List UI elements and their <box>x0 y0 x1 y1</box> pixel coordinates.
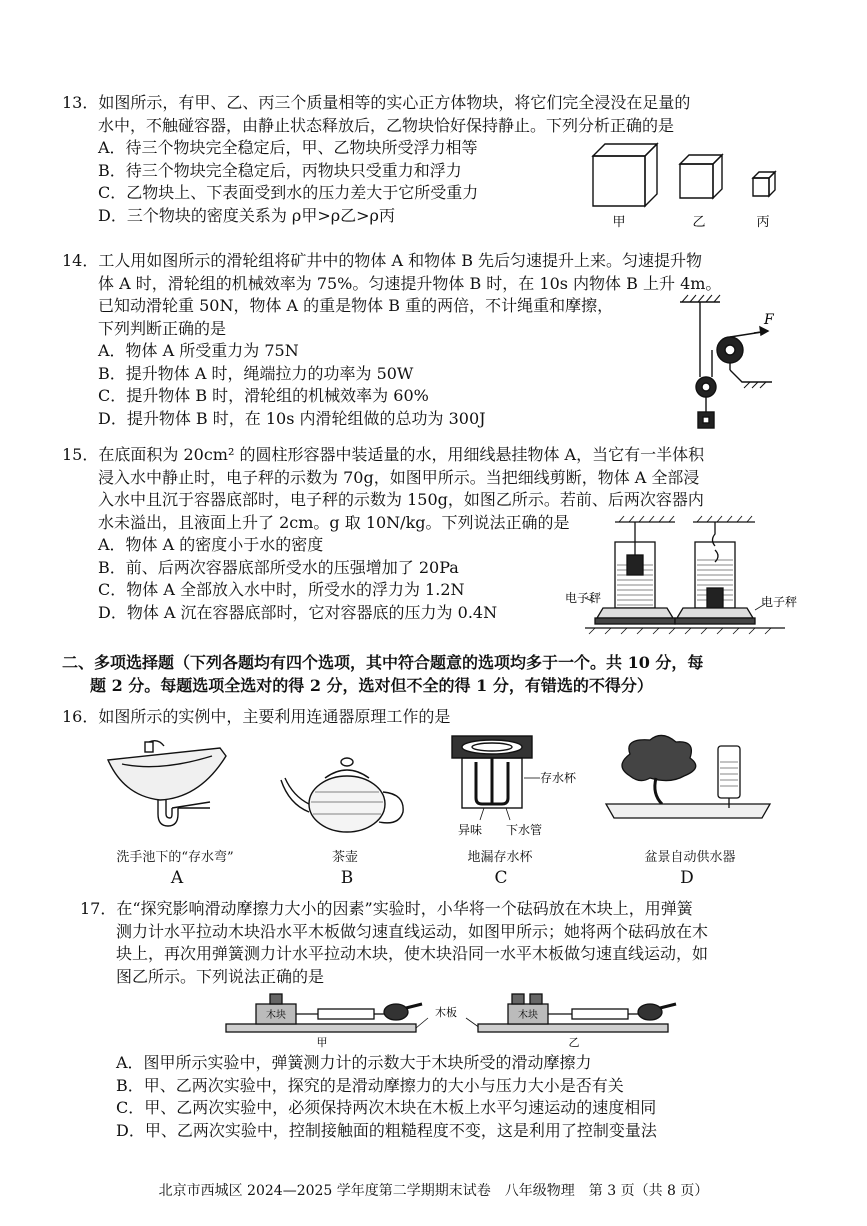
question-number: 14． <box>62 251 99 270</box>
label-odor: 异味 <box>458 823 483 837</box>
label-jia: 甲 <box>612 215 626 230</box>
question-number: 13． <box>62 93 99 112</box>
option-b: B．待三个物块完全稳定后，丙物块只受重力和浮力 <box>98 160 462 180</box>
page-footer: 北京市西城区 2024—2025 学年度第二学期期末试卷 八年级物理 第 3 页（共 8 页） <box>158 1183 709 1199</box>
option-b: B．提升物体 A 时，绳端拉力的功率为 50W <box>98 363 414 383</box>
label-storage-cup: 存水杯 <box>540 771 577 785</box>
label-yi: 乙 <box>568 1036 580 1049</box>
caption-b: 茶壶 <box>331 850 358 865</box>
letter-d: D <box>680 868 694 888</box>
block-label-jia: 木块 <box>266 1010 286 1021</box>
caption-a: 洗手池下的“存水弯” <box>116 850 234 865</box>
bonsai-waterer-figure <box>600 732 780 832</box>
letter-b: B <box>340 868 354 888</box>
option-a: A．物体 A 的密度小于水的密度 <box>98 535 324 554</box>
option-c: C．提升物体 B 时，滑轮组的机械效率为 60% <box>98 386 429 405</box>
pulley-figure <box>672 292 782 442</box>
sink-figure <box>100 738 240 838</box>
option-d: D．提升物体 B 时，在 10s 内滑轮组做的总功为 300J <box>98 408 486 428</box>
question-number: 17． <box>80 899 117 918</box>
cube-jia <box>593 156 645 206</box>
option-c: C．甲、乙两次实验中，必须保持两次木块在木板上水平匀速运动的速度相同 <box>116 1098 657 1117</box>
cube-bing <box>753 178 769 196</box>
board-jia <box>226 1024 416 1032</box>
floor-drain-figure <box>440 732 590 844</box>
question-14: 14．工人用如图所示的滑轮组将矿井中的物体 A 和物体 B 先后匀速提升上来。匀速提升物 体 A 时，滑轮组的机械效率为 75%。匀速提升物体 B 时，在 10s 内物体 B 上升 4m。 已知动滑轮重 50N，物体 A 的重是物体 B 重的两倍，不计绳重和摩擦， 下列判断正确的是 A．物体 A 所受重力为 75N B．提升物体 A 时，绳端拉力的功率为 50W C．提升物体 B 时，滑轮组的机械效率为 60% D．提升物体 B 时，在 10s 内滑轮组做的总功为 300J <box>62 250 852 430</box>
question-17: 17．在“探究影响滑动摩擦力大小的因素”实验时，小华将一个砝码放在木块上，用弹簧 测力计水平拉动木块沿水平木板做匀速直线运动，如图甲所示；她将两个砝码放在木 块上，再次用弹簧测力计水平拉动木块，使木块沿同一水平木板做匀速直线运动，如 图乙所示。下列说法正确的是 <box>80 899 709 986</box>
option-d: D．甲、乙两次实验中，控制接触面的粗糙程度不变，这是利用了控制变量法 <box>116 1120 657 1140</box>
force-label: F <box>764 312 774 328</box>
caption-c: 地漏存水杯 <box>467 850 533 865</box>
spring-scale-yi <box>572 1009 628 1019</box>
question-15: 15．在底面积为 20cm² 的圆柱形容器中装适量的水，用细线悬挂物体 A，当它有一半体积 浸入水中静止时，电子秤的示数为 70g，如图甲所示。当把细线剪断，物体 A 全部浸 入水中且沉于容器底部时，电子秤的示数为 150g，如图乙所示。若前、后两次容器内 水未溢出，且液面上升了 2cm。g 取 10N/kg。下列说法正确的是 A．物体 A 的密度小于水的密度 B．前、后两次容器底部所受水的压强增加了 20Pa C．物体 A 全部放入水中时，所受水的浮力为 1.2N D．物体 A 沉在容器底部时，它对容器底的压力为 0.4N <box>62 444 852 624</box>
friction-experiment-figure <box>222 990 762 1050</box>
object-a-sunk <box>707 588 723 608</box>
option-a: A．图甲所示实验中，弹簧测力计的示数大于木块所受的滑动摩擦力 <box>116 1053 592 1072</box>
option-b: B．前、后两次容器底部所受水的压强增加了 20Pa <box>98 557 459 577</box>
object-a-hanging <box>627 555 643 575</box>
scale-label-left: 电子秤 <box>565 591 602 605</box>
option-c: C．乙物块上、下表面受到水的压力差大于它所受重力 <box>98 183 479 202</box>
option-c: C．物体 A 全部放入水中时，所受水的浮力为 1.2N <box>98 580 465 599</box>
label-bing: 丙 <box>756 215 770 230</box>
question-16: 16．如图所示的实例中，主要利用连通器原理工作的是 <box>62 707 451 726</box>
option-d: D．物体 A 沉在容器底部时，它对容器底的压力为 0.4N <box>98 602 498 622</box>
caption-d: 盆景自动供水器 <box>644 850 736 865</box>
label-jia: 甲 <box>316 1036 328 1049</box>
label-drain-pipe: 下水管 <box>506 823 543 837</box>
scale-container-figure <box>565 510 805 638</box>
letter-c: C <box>494 868 508 888</box>
label-yi: 乙 <box>692 215 706 230</box>
scale-label-right: 电子秤 <box>761 595 798 609</box>
section-2-header: 二、多项选择题（下列各题均有四个选项，其中符合题意的选项均多于一个。共 10 分，每 题 2 分。每题选项全选对的得 2 分，选对但不全的得 1 分，有错选的不得分） <box>62 653 704 695</box>
letter-a: A <box>170 868 184 888</box>
option-b: B．甲、乙两次实验中，探究的是滑动摩擦力的大小与压力大小是否有关 <box>116 1075 624 1095</box>
question-number: 16． <box>62 707 99 726</box>
question-number: 15． <box>62 445 99 464</box>
cubes-figure <box>585 138 795 233</box>
question-13-line-2: 水中，不触碰容器，由静止状态释放后，乙物块恰好保持静止。下列分析正确的是 <box>98 115 675 135</box>
option-d: D．三个物块的密度关系为 ρ甲>ρ乙>ρ丙 <box>98 205 395 225</box>
question-17-options <box>116 1052 856 1142</box>
spring-scale-jia <box>318 1009 374 1019</box>
option-a: A．物体 A 所受重力为 75N <box>98 341 299 360</box>
question-13-line-1: 13．如图所示，有甲、乙、丙三个质量相等的实心正方体物块，将它们完全浸没在足量的 <box>62 93 691 112</box>
board-yi <box>478 1024 668 1032</box>
cube-yi <box>680 164 713 198</box>
teapot-figure <box>275 742 415 842</box>
block-label-yi: 木块 <box>518 1010 538 1021</box>
board-label: 木板 <box>435 1006 457 1019</box>
water-bottle <box>718 746 740 798</box>
option-a: A．待三个物块完全稳定后，甲、乙物块所受浮力相等 <box>98 138 478 157</box>
